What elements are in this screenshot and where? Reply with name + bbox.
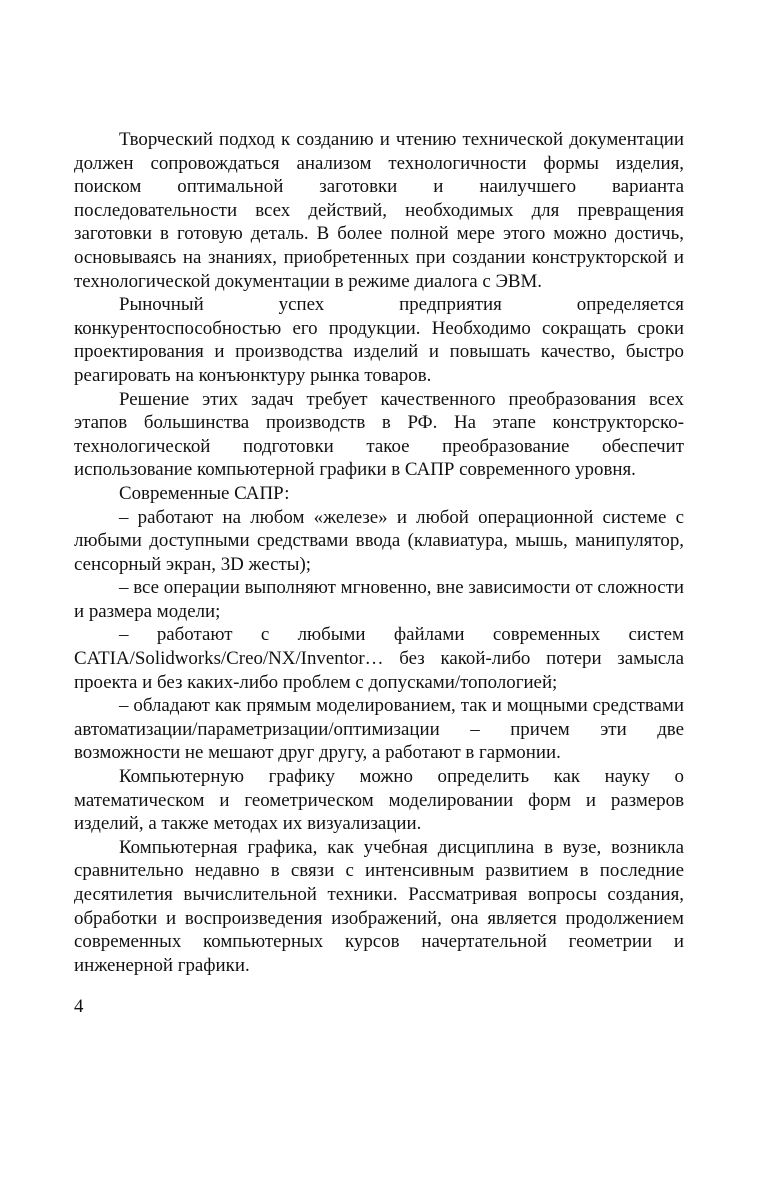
paragraph-5: Компьютерную графику можно определить как науку о математическом и геометрическом моделировании форм и размеров изделий, а также методах их визуализации. — [74, 766, 684, 835]
paragraph-1: Творческий подход к созданию и чтению технической документации должен сопровождаться анализом технологичности формы изделия, поиском оптимальной заготовки и наилучшего варианта последовательности всех действий, необходимых для превращения заготовки в готовую деталь. В более полной мере этого можно достичь, основываясь на знаниях, приобретенных при создании конструкторской и технологической документации в режиме диалога с ЭВМ. — [74, 129, 684, 292]
list-item-2: – все операции выполняют мгновенно, вне зависимости от сложности и размера модели; — [74, 577, 684, 622]
page-body — [74, 128, 684, 977]
paragraph-4: Современные САПР: — [119, 482, 290, 504]
paragraph-2: Рыночный успех предприятия определяется конкурентоспособностью его продукции. Необходимо сокращать сроки проектирования и производства изделий и повышать качество, быстро реагировать на конъюнктуру рынка товаров. — [74, 294, 684, 386]
list-item-1: – работают на любом «железе» и любой операционной системе с любыми доступными средствами ввода (клавиатура, мышь, манипулятор, сенсорный экран, 3D жесты); — [74, 506, 684, 575]
paragraph-6: Компьютерная графика, как учебная дисциплина в вузе, возникла сравнительно недавно в связи с интенсивным развитием в последние десятилетия вычислительной техники. Рассматривая вопросы создания, обработки и воспроизведения изображений, она является продолжением современных компьютерных курсов начертательной геометрии и инженерной графики. — [74, 836, 684, 976]
page-number: 4 — [74, 996, 84, 1017]
list-item-3: – работают с любыми файлами современных систем CATIA/Solidworks/Creo/NX/Inventor… без какой-либо потери замысла проекта и без каких-либо проблем с допусками/топологией; — [74, 624, 684, 693]
list-item-4: – обладают как прямым моделированием, так и мощными средствами автоматизации/параметризации/оптимизации – причем эти две возможности не мешают друг другу, а работают в гармонии. — [74, 695, 684, 764]
paragraph-3: Решение этих задач требует качественного преобразования всех этапов большинства производств в РФ. На этапе конструкторско-технологической подготовки такое преобразование обеспечит использование компьютерной графики в САПР современного уровня. — [74, 388, 684, 481]
